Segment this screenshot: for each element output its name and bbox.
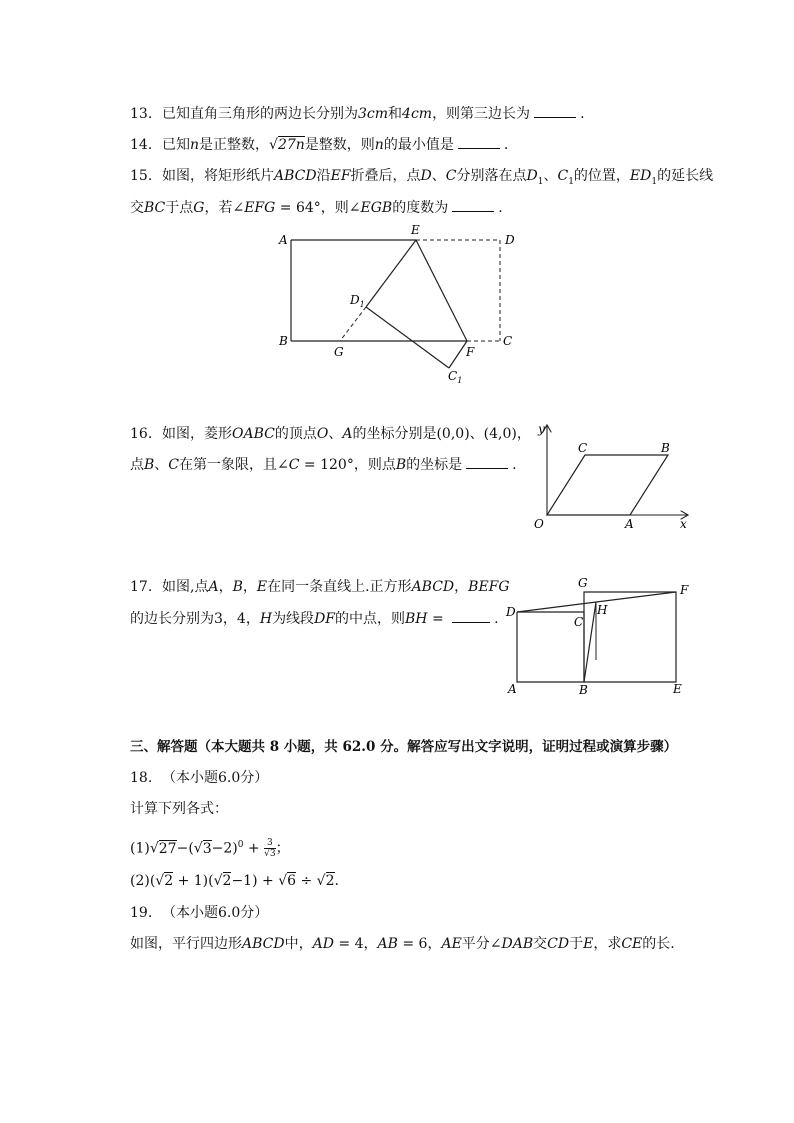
label-C: C	[578, 441, 588, 455]
label-B: B	[579, 683, 588, 697]
rhombus-OABC	[547, 455, 668, 515]
label-O: O	[534, 517, 544, 531]
label-G: G	[334, 345, 344, 359]
question-16-line-2: 点B、C在第一象限，且∠C = 120°，则点B的坐标是 .	[130, 457, 517, 473]
question-18-part-1: $(1)√27-(√3-2)^0$ + $\frac{3}{√3}$ ；	[130, 838, 290, 860]
figure-two-squares	[500, 572, 700, 700]
label-E: E	[673, 682, 682, 696]
segment-ED1	[366, 240, 416, 307]
label-G: G	[578, 576, 588, 590]
question-13: 13. 已知直角三角形的两边长分别为3cm和4cm，则第三边长为 .	[130, 106, 585, 122]
dashed-D1G	[340, 307, 366, 341]
label-A: A	[508, 682, 517, 696]
question-number: 18.	[130, 770, 153, 786]
question-15-line-2: 交BC于点G，若∠EFG = 64°，则∠EGB的度数为 .	[130, 200, 503, 216]
question-number: 15.	[130, 168, 153, 184]
question-18-header: 18. （本小题6.0分）	[130, 770, 269, 786]
label-D: D	[505, 233, 515, 247]
question-18-intro: 计算下列各式：	[130, 801, 228, 817]
segment-D1C1	[366, 307, 449, 368]
question-18-part-2: (2)(√2 + 1)(√2−1) + √6 ÷ √2.	[130, 873, 339, 889]
figure-rhombus-axes	[525, 418, 700, 536]
answer-blank	[466, 456, 508, 469]
label-A: A	[625, 517, 634, 531]
label-E: E	[411, 223, 420, 237]
question-17-line-2: 的边长分别为3，4，H为线段DF的中点，则BH = .	[130, 611, 499, 627]
question-number: 16.	[130, 426, 153, 442]
answer-blank	[458, 136, 500, 149]
label-C: C	[503, 334, 513, 348]
question-16-line-1: 16. 如图，菱形OABC的顶点O、A的坐标分别是(0,0)、(4,0)，	[130, 426, 531, 442]
label-A: A	[279, 233, 288, 247]
label-C: C	[574, 615, 584, 629]
label-B: B	[279, 334, 288, 348]
label-H: H	[597, 603, 608, 617]
question-19-text: 如图，平行四边形ABCD中，AD = 4，AB = 6，AE平分∠DAB交CD于E，求CE的长.	[130, 936, 675, 952]
question-number: 19.	[130, 905, 153, 921]
segment-C1F	[449, 341, 467, 368]
section-3-heading: 三、解答题（本大题共 8 小题，共 62.0 分。解答应写出文字说明，证明过程或演算步骤）	[130, 739, 678, 755]
label-B: B	[661, 441, 670, 455]
question-17-line-1: 17. 如图,点A，B，E在同一条直线上.正方形ABCD，BEFG	[130, 579, 510, 595]
label-y: y	[538, 422, 545, 436]
question-number: 14.	[130, 137, 153, 153]
label-F: F	[680, 583, 689, 597]
question-number: 17.	[130, 579, 153, 595]
label-C1: $C_1$	[448, 369, 463, 385]
label-x: x	[680, 517, 687, 531]
question-15-line-1: 15. 如图，将矩形纸片ABCD沿EF折叠后，点D、C分别落在点$D_1$、$C_1$的位置，$ED_1$的延长线	[130, 168, 714, 187]
question-number: 13.	[130, 106, 153, 122]
answer-blank	[452, 199, 494, 212]
question-19-header: 19. （本小题6.0分）	[130, 905, 269, 921]
radical: √27n	[269, 137, 305, 153]
answer-blank	[534, 105, 576, 118]
fraction: $\frac{3}{√3}$	[264, 838, 276, 860]
question-14: 14. 已知n是正整数，√27n是整数，则n的最小值是 .	[130, 137, 509, 153]
figure-rectangle-fold	[270, 220, 530, 390]
segment-BH	[584, 602, 596, 682]
segment-EF	[416, 240, 467, 341]
label-D: D	[506, 605, 516, 619]
label-D1: $D_1$	[350, 293, 365, 309]
answer-blank	[452, 610, 490, 623]
label-F: F	[466, 345, 475, 359]
